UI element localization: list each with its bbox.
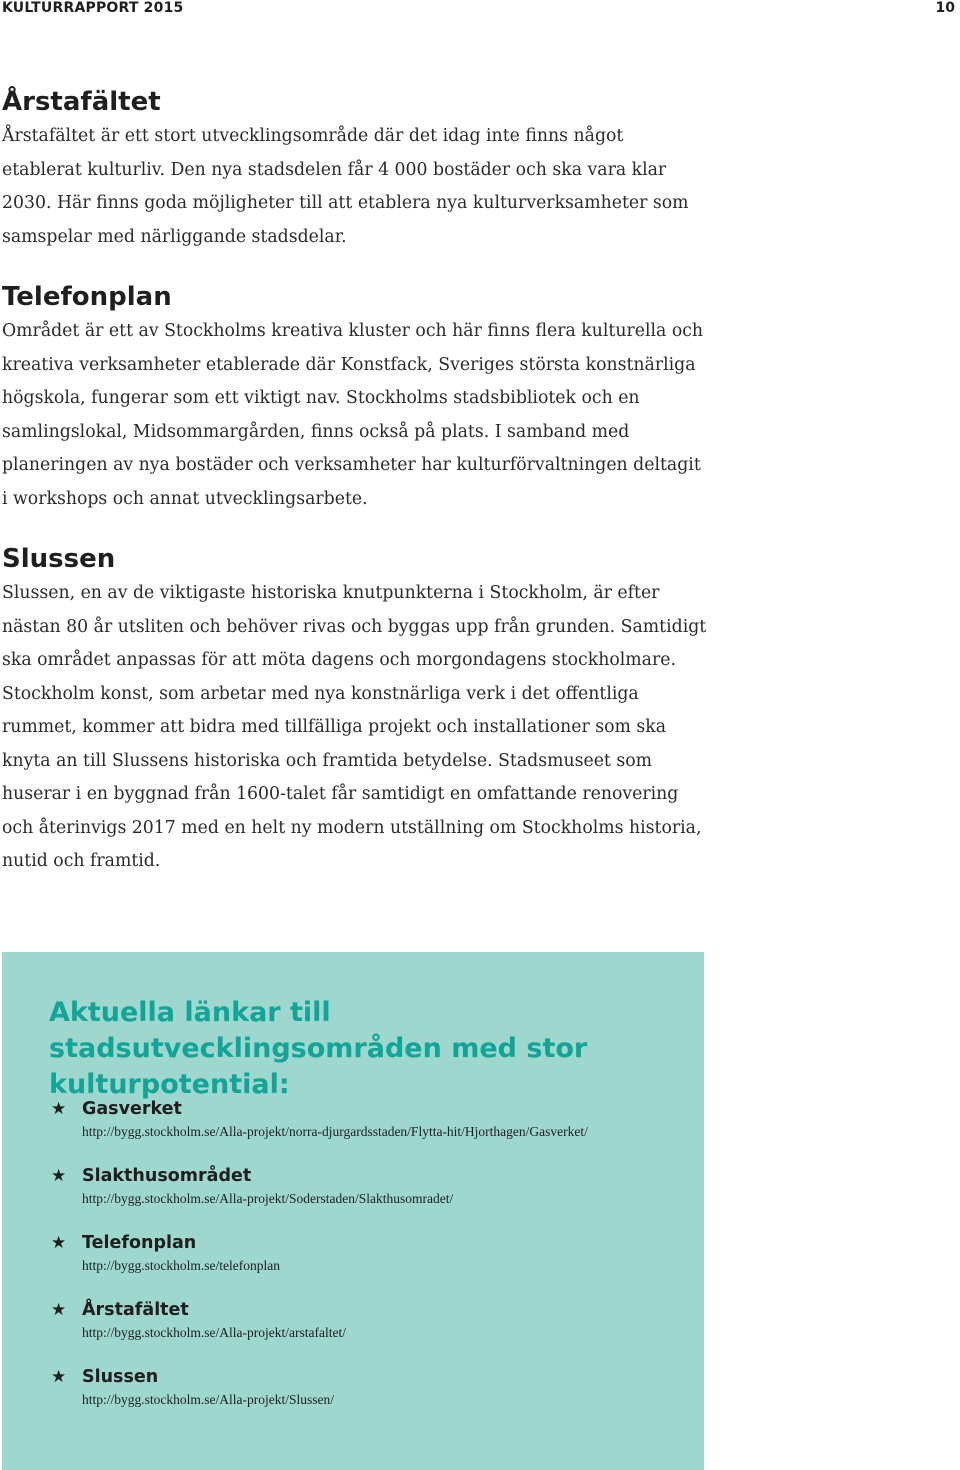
link-url[interactable]: http://bygg.stockholm.se/Alla-projekt/norra-djurgardsstaden/Flytta-hit/Hjorthagen/Gasverket/ [82,1124,588,1139]
link-url[interactable]: http://bygg.stockholm.se/telefonplan [82,1258,280,1273]
section-heading: Telefonplan [2,282,172,312]
section-body: Slussen, en av de viktigaste historiska knutpunkterna i Stockholm, är efter nästan 80 år utsliten och behöver rivas och byggas upp från grunden. Samtidigt ska området anpassas för att möta dagens och morgondagens stockholmare. Stockholm konst, som arbetar med nya konstnärliga verk i det offentliga rummet, kommer att bidra med tillfälliga projekt och installationer som ska knyta an till Slussens historiska och framtida betydelse. Stadsmuseet som huserar i en byggnad från 1600-talet får samtidigt en omfattande renovering och återinvigs 2017 med en helt ny modern utställning om Stockholms historia, nutid och framtid. [2,583,707,871]
section-body: Området är ett av Stockholms kreativa kluster och här finns flera kulturella och kreativa verksamheter etablerade där Konstfack, Sveriges största konstnärliga högskola, fungerar som ett viktigt nav. Stockholms stadsbibliotek och en samlingslokal, Midsommargården, finns också på plats. I samband med planeringen av nya bostäder och verksamheter har kulturförvaltningen deltagit i workshops och annat utvecklingsarbete. [2,321,704,509]
link-title: Telefonplan [82,1233,197,1253]
list-item [51,1231,691,1298]
links-list [51,1097,691,1432]
link-url[interactable]: http://bygg.stockholm.se/Alla-projekt/arstafaltet/ [82,1325,346,1340]
links-box [2,952,704,1470]
link-url[interactable]: http://bygg.stockholm.se/Alla-projekt/Slussen/ [82,1392,334,1407]
list-item [51,1164,691,1231]
section-heading: Slussen [2,544,116,574]
star-icon: ★ [51,1367,67,1387]
links-heading: Aktuella länkar till stadsutvecklingsområden med stor kulturpotential: [49,997,588,1100]
star-icon: ★ [51,1166,67,1186]
list-item [51,1365,691,1432]
section-arstafaltet [2,84,707,254]
link-title: Årstafältet [82,1300,189,1320]
main-content [2,84,707,879]
section-heading: Årstafältet [2,87,161,117]
link-title: Slakthusområdet [82,1166,252,1186]
link-title: Gasverket [82,1099,182,1119]
list-item [51,1298,691,1365]
report-title: KULTURRAPPORT 2015 [2,0,184,16]
star-icon: ★ [51,1099,67,1119]
star-icon: ★ [51,1300,67,1320]
page-header [0,0,960,20]
page-number: 10 [935,0,955,16]
section-telefonplan [2,279,707,516]
section-body: Årstafältet är ett stort utvecklingsområde där det idag inte finns något etablerat kulturliv. Den nya stadsdelen får 4 000 bostäder och ska vara klar 2030. Här finns goda möjligheter till att etablera nya kulturverksamheter som samspelar med närliggande stadsdelar. [2,126,689,247]
star-icon: ★ [51,1233,67,1253]
section-slussen [2,541,707,879]
link-url[interactable]: http://bygg.stockholm.se/Alla-projekt/Soderstaden/Slakthusomradet/ [82,1191,454,1206]
list-item [51,1097,691,1164]
link-title: Slussen [82,1367,159,1387]
